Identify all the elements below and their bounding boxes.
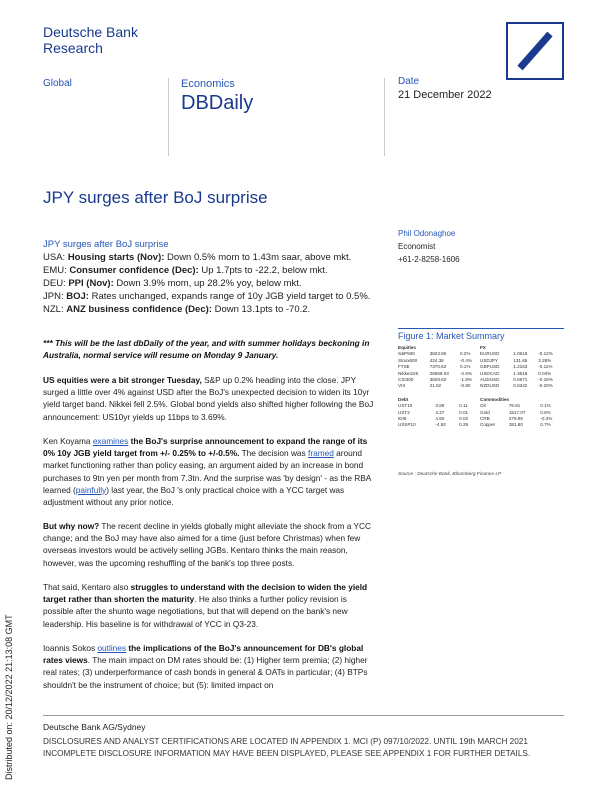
paragraph: US equities were a bit stronger Tuesday, S&P up 0.2% heading into the close. JPY surged a little over 4% against USD after the BoJ's unexpected decision to widen its 10yr yield target band. Nikkei fell 2.5%. Global bond yields also shifted higher following the BoJ announcement: US10yr yields up 11bps to 3.69%. (43, 375, 374, 422)
publication-title: DBDaily (181, 92, 254, 114)
table-row: Gold 1817.07 0.6% (480, 409, 551, 415)
table-row: CSI300 3829.82 -1.8% (398, 377, 472, 383)
figure-title: Figure 1: Market Summary (398, 328, 564, 341)
examines-link[interactable]: examines (92, 436, 129, 446)
table-row: AUDUSD 0.6671 -0.16% (480, 377, 553, 383)
summary-line: USA: Housing starts (Nov): Down 0.5% mom to 1.43m saar, above mkt. (43, 252, 352, 263)
brand-name: Deutsche Bank (43, 24, 138, 40)
footer-disclosure: DISCLOSURES AND ANALYST CERTIFICATIONS ARE LOCATED IN APPENDIX 1. MCI (P) 097/10/2022. UNTIL 19th MARCH 2021 INCOMPLETE DISCLOSURE INFORMATION MAY HAVE BEEN DISPLAYED, PLEASE SEE APPENDIX 1 FOR FURTHER DETAILS. (43, 737, 531, 758)
author-phone: +61-2-8258-1606 (398, 255, 460, 264)
table-row: GBPUSD 1.2163 -0.11% (480, 364, 553, 370)
table-row: VIX 21.62 -0.80 (398, 383, 471, 389)
summary-heading: JPY surges after BoJ surprise (43, 239, 169, 250)
divider (384, 78, 385, 156)
table-row: USDCAD 1.3618 0.04% (480, 370, 552, 376)
summary-line: NZL: ANZ business confidence (Dec): Down 13.1pts to -70.2. (43, 304, 311, 315)
deutsche-bank-logo-icon (506, 22, 564, 80)
commodities-table: Commodities Oil 76.81 0.1% Gold 1817.07 0.6% CRB 279.96 -0.3% Copper 381.80 0.7% (480, 397, 564, 429)
framed-link[interactable]: framed (308, 448, 334, 459)
page-title: JPY surges after BoJ surprise (43, 188, 268, 207)
table-row: EURUSD 1.0616 -0.12% (480, 351, 553, 357)
table-row: Nikkei225 26568.03 -2.5% (398, 370, 472, 376)
summary-line: EMU: Consumer confidence (Dec): Up 1.7pts to -22.2, below mkt. (43, 265, 328, 276)
paragraph: But why now? The recent decline in yields globally might alleviate the shock from a YCC change; and the BoJ may have also aimed for a time (just before Christmas) when few overseas investors would be actively selling JGBs. Kentaro thinks the main reason, however, was the upcoming reshuffling of the bank's top three posts. (43, 521, 372, 568)
paragraph: Ken Koyama examines the BoJ's surprise announcement to expand the range of its 0% 10y JGB yield target from +/- 0.25% to +/-0.5%. The decision was framed around market functioning rather than policy easing, an argument aided by an increase in bond purchases to 9tn yen per month from 7.3tn. And the surprise was 'by design' - as the RBA learned (painfully) last year, the BoJ 's only practical choice with a YCC target was adjustment without any prior notice. (43, 436, 371, 508)
table-row: UST10 3.69 0.11 (398, 403, 468, 409)
footer-divider (43, 715, 564, 716)
date-label: Date (398, 76, 420, 87)
category-label: Economics (181, 78, 235, 90)
market-summary-table (398, 345, 568, 429)
author-name[interactable]: Phil Odonaghoe (398, 229, 456, 238)
table-row: CRB 279.96 -0.3% (480, 416, 553, 422)
table-row: Copper 381.80 0.7% (480, 422, 551, 428)
distribution-stamp: Distributed on: 20/12/2022 21:13:08 GMT (4, 614, 14, 780)
paragraph: Ioannis Sokos outlines the implications of the BoJ's announcement for DB's global rates views. The main impact on DM rates should be: (1) Higher term premia; (2) higher real rates; (3) underperformance of cash bonds in general & OATs in particular; (4) BTPs shouldn't be the instrument of choice; but (5): limited impact on (43, 643, 368, 690)
author-block (398, 227, 460, 266)
debt-table: Debt UST10 3.69 0.11 UST2 4.27 0.01 IDI5 4.60 0.02 USSP10 -4.92 0.29 (398, 397, 480, 429)
author-role: Economist (398, 242, 436, 251)
equities-table: Equities S&P500 3823.85 0.2% Stoxx600 424.38 -0.4% FTSE 7370.62 0.1% Nikkei225 26568.03 -2.5% CSI300 3829.82 -1.8% VIX 21.62 -0.80 (398, 345, 480, 390)
brand-subtitle: Research (43, 40, 103, 56)
table-row: Oil 76.81 0.1% (480, 403, 551, 409)
fx-table: FX EURUSD 1.0616 -0.12% USDJPY 131.65 3.28% GBPUSD 1.2163 -0.11% USDCAD 1.3618 0.04% AUDUSD 0.6671 -0.16% NZDUSD 0.6342 -0.20% (480, 345, 564, 390)
divider (168, 78, 169, 156)
summary-line: DEU: PPI (Nov): Down 3.9% mom, up 28.2% yoy, below mkt. (43, 278, 302, 289)
date-value: 21 December 2022 (398, 89, 492, 101)
painfully-link[interactable]: painfully (75, 484, 107, 495)
summary-line: JPN: BOJ: Rates unchanged, expands range of 10y JGB yield target to 0.5%. (43, 291, 371, 302)
paragraph: That said, Kentaro also struggles to understand with the decision to widen the yield target rather than shorten the maturity. He also thinks a further policy revision is possible after the shunto wage negotiations, but that will depend on the bank's new leadership. His baseline is for withdrawal of YCC in Q3-23. (43, 582, 368, 629)
table-row: IDI5 4.60 0.02 (398, 416, 469, 422)
table-row: Stoxx600 424.38 -0.4% (398, 357, 472, 363)
summary-block (43, 238, 373, 316)
table-row: FTSE 7370.62 0.1% (398, 364, 471, 370)
table-row: S&P500 3823.85 0.2% (398, 351, 471, 357)
outlines-link[interactable]: outlines (97, 643, 127, 653)
footer-entity: Deutsche Bank AG/Sydney (43, 722, 146, 732)
table-row: USDJPY 131.65 3.28% (480, 357, 552, 363)
table-row: UST2 4.27 0.01 (398, 409, 469, 415)
table-row: NZDUSD 0.6342 -0.20% (480, 383, 553, 389)
table-row: USSP10 -4.92 0.29 (398, 422, 469, 428)
notice-paragraph: *** This will be the last dbDaily of the year, and with summer holidays beckoning in Australia, normal service will resume on Monday 9 January. (43, 338, 370, 361)
figure-source: Source : Deutsche Bank, Bloomberg Finance LP (398, 472, 502, 477)
region-label: Global (43, 78, 72, 89)
